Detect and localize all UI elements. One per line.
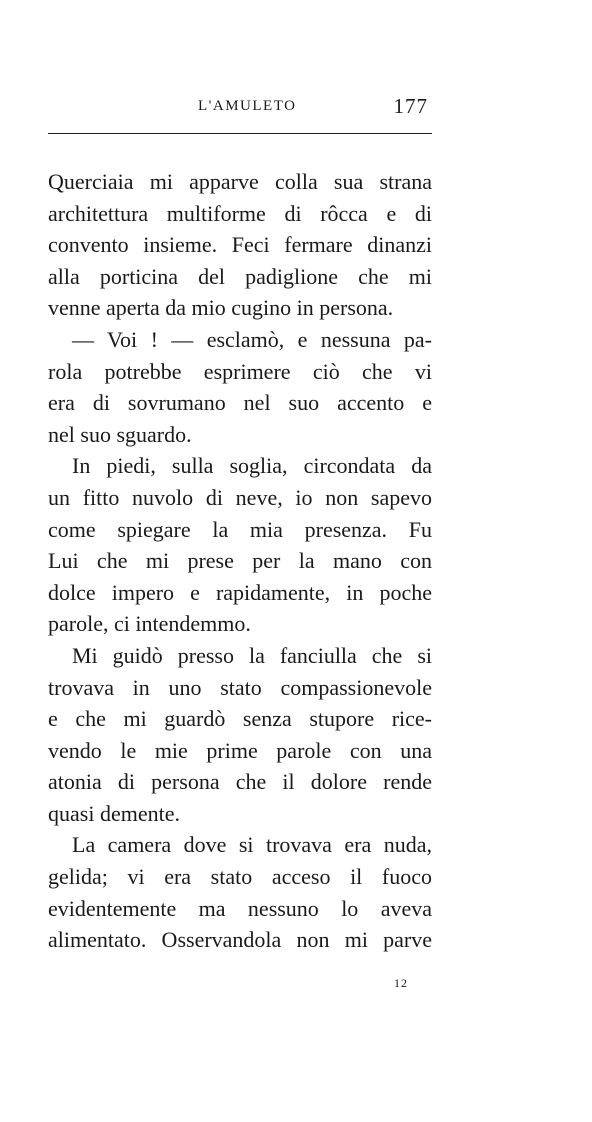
- running-title: L'AMULETO: [198, 98, 297, 114]
- text-line: alimentato. Osservandola non mi parve: [48, 927, 432, 953]
- text-line: Lui che mi prese per la mano con: [48, 548, 432, 574]
- text-line: parole, ci intendemmo.: [48, 611, 251, 637]
- text-line: trovava in uno stato compassionevole: [48, 674, 432, 700]
- paragraph: [48, 166, 432, 324]
- text-line: come spiegare la mia presenza. Fu: [48, 516, 432, 542]
- running-head: [48, 92, 432, 122]
- text-line: — Voi ! — esclamò, e nessuna pa-: [72, 326, 432, 352]
- page-number: 177: [393, 94, 428, 118]
- text-line: era di sovrumano nel suo accento e: [48, 390, 432, 416]
- paragraph: [48, 829, 432, 955]
- text-line: quasi demente.: [48, 800, 180, 826]
- text-line: architettura multiforme di rôcca e di: [48, 200, 432, 226]
- text-line: In piedi, sulla soglia, circondata da: [72, 453, 432, 479]
- paragraph: [48, 450, 432, 640]
- text-line: atonia di persona che il dolore rende: [48, 769, 432, 795]
- header-rule: [48, 133, 432, 134]
- text-line: gelida; vi era stato acceso il fuoco: [48, 864, 432, 890]
- text-line: e che mi guardò senza stupore rice-: [48, 706, 432, 732]
- text-line: rola potrebbe esprimere ciò che vi: [48, 358, 432, 384]
- signature-mark: 12: [394, 976, 408, 990]
- text-line: venne aperta da mio cugino in persona.: [48, 295, 394, 321]
- text-line: Querciaia mi apparve colla sua strana: [48, 169, 432, 194]
- text-line: Mi guidò presso la fanciulla che si: [72, 642, 432, 668]
- text-line: alla porticina del padiglione che mi: [48, 263, 432, 289]
- text-line: nel suo sguardo.: [48, 421, 192, 447]
- text-line: dolce impero e rapidamente, in poche: [48, 579, 432, 605]
- text-line: La camera dove si trovava era nuda,: [72, 832, 432, 858]
- text-line: evidentemente ma nessuno lo aveva: [48, 895, 432, 921]
- text-line: vendo le mie prime parole con una: [48, 737, 432, 763]
- text-line: convento insieme. Feci fermare dinanzi: [48, 232, 432, 258]
- text-line: un fitto nuvolo di neve, io non sapevo: [48, 484, 432, 510]
- body-text: [48, 166, 432, 956]
- paragraph: [48, 324, 432, 450]
- paragraph: [48, 640, 432, 830]
